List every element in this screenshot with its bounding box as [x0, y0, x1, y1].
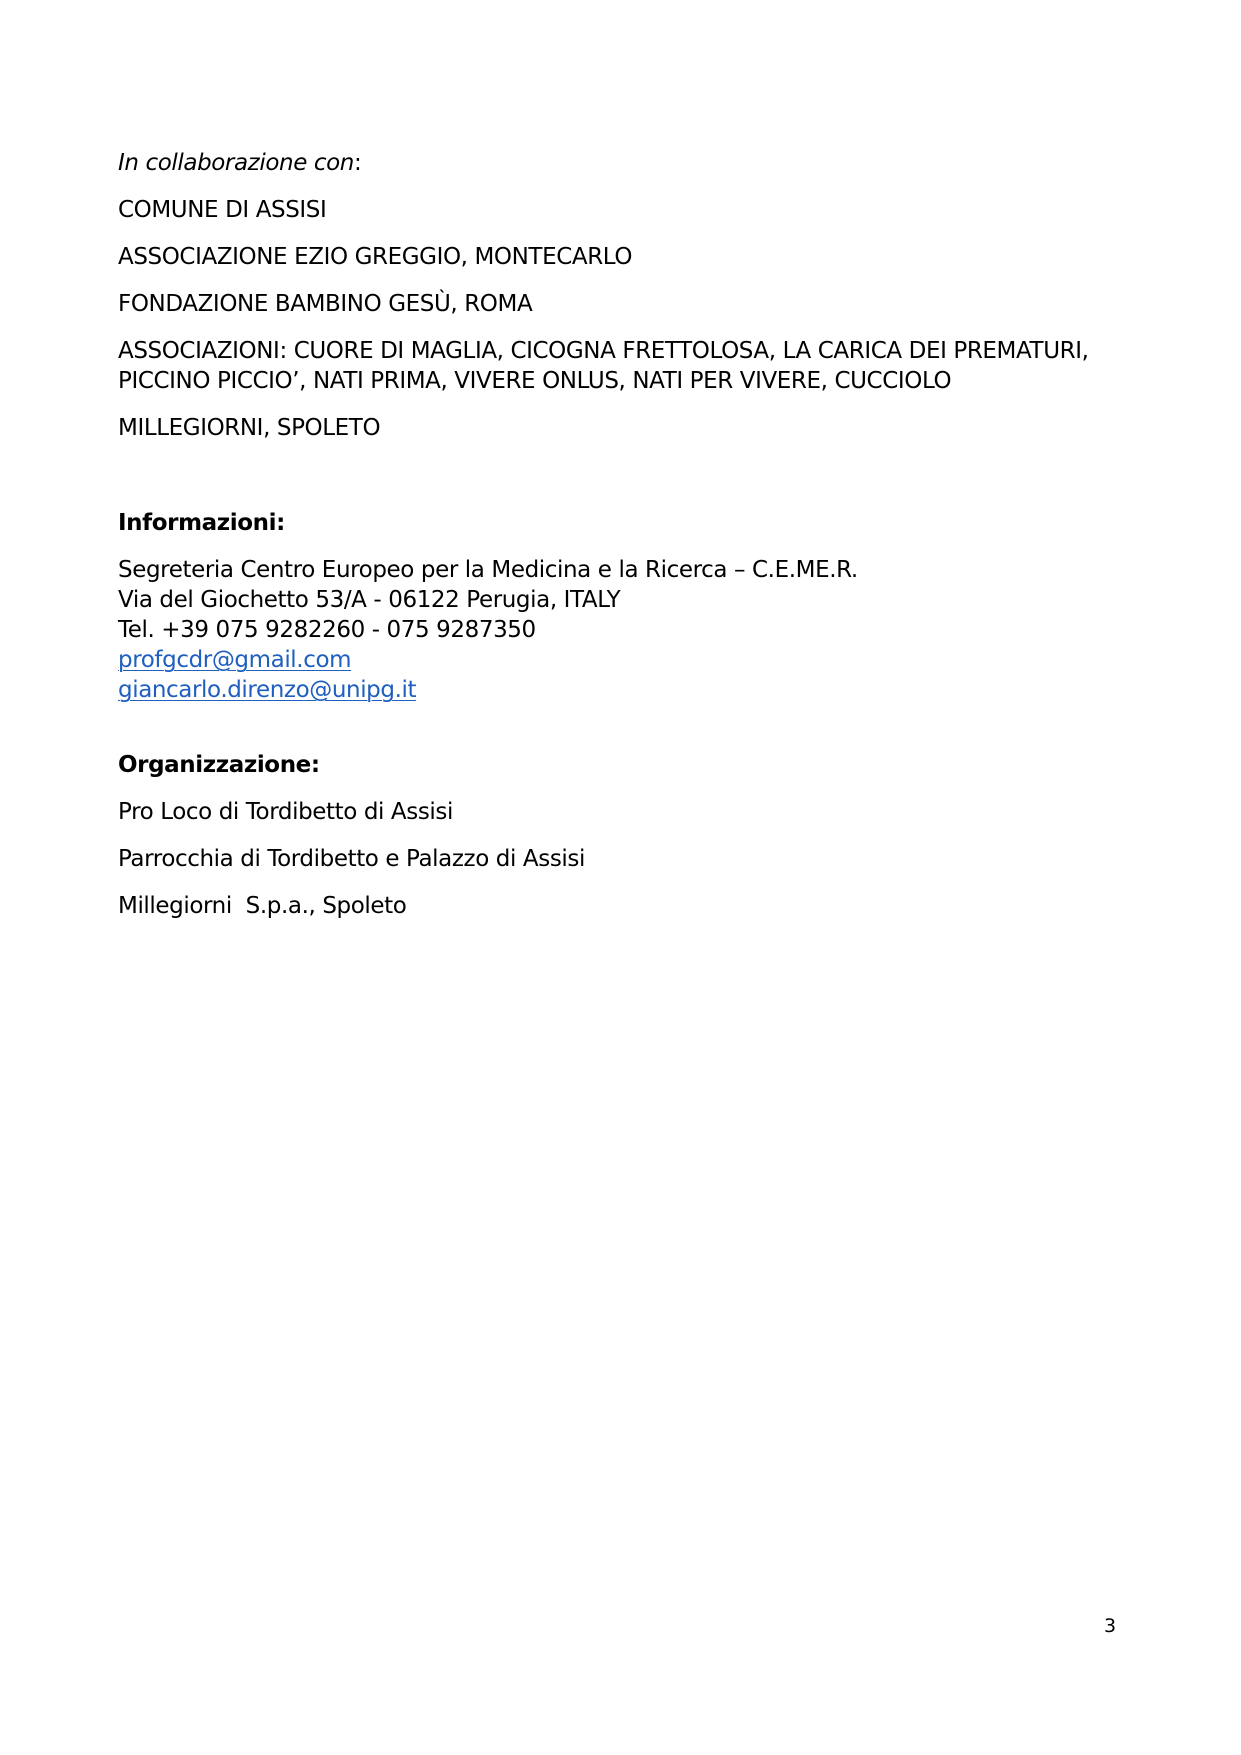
information-heading: Informazioni:: [118, 510, 285, 536]
information-email-1-line: [118, 645, 351, 675]
collaborator-millegiorni: MILLEGIORNI, SPOLETO: [118, 415, 381, 441]
organizer-parrocchia: Parrocchia di Tordibetto e Palazzo di Assisi: [118, 846, 585, 872]
information-secretariat: Segreteria Centro Europeo per la Medicina e la Ricerca – C.E.ME.R.: [118, 557, 858, 583]
page-number: 3: [1104, 1615, 1117, 1637]
collaboration-heading: [118, 148, 361, 178]
information-address: Via del Giochetto 53/A - 06122 Perugia, ITALY: [118, 587, 621, 613]
collaborator-associazione-greggio: ASSOCIAZIONE EZIO GREGGIO, MONTECARLO: [118, 244, 633, 270]
collaborator-associazioni-line-2: PICCINO PICCIO’, NATI PRIMA, VIVERE ONLUS, NATI PER VIVERE, CUCCIOLO: [118, 368, 952, 394]
collaboration-heading-italic: In collaborazione con: [118, 150, 354, 176]
email-link-profgcdr[interactable]: profgcdr@gmail.com: [118, 647, 352, 673]
collaborator-fondazione: FONDAZIONE BAMBINO GESÙ, ROMA: [118, 291, 533, 317]
organization-heading: Organizzazione:: [118, 752, 320, 778]
email-link-direnzo[interactable]: giancarlo.direnzo@unipg.it: [118, 677, 417, 703]
collaboration-heading-colon: :: [353, 150, 362, 176]
collaborator-comune: COMUNE DI ASSISI: [118, 197, 327, 223]
organizer-pro-loco: Pro Loco di Tordibetto di Assisi: [118, 799, 453, 825]
information-phone: Tel. +39 075 9282260 - 075 9287350: [118, 617, 536, 643]
information-email-2-line: [118, 675, 416, 705]
organizer-millegiorni: Millegiorni S.p.a., Spoleto: [118, 893, 407, 919]
collaborator-associazioni-line-1: ASSOCIAZIONI: CUORE DI MAGLIA, CICOGNA FRETTOLOSA, LA CARICA DEI PREMATURI,: [118, 338, 1089, 364]
